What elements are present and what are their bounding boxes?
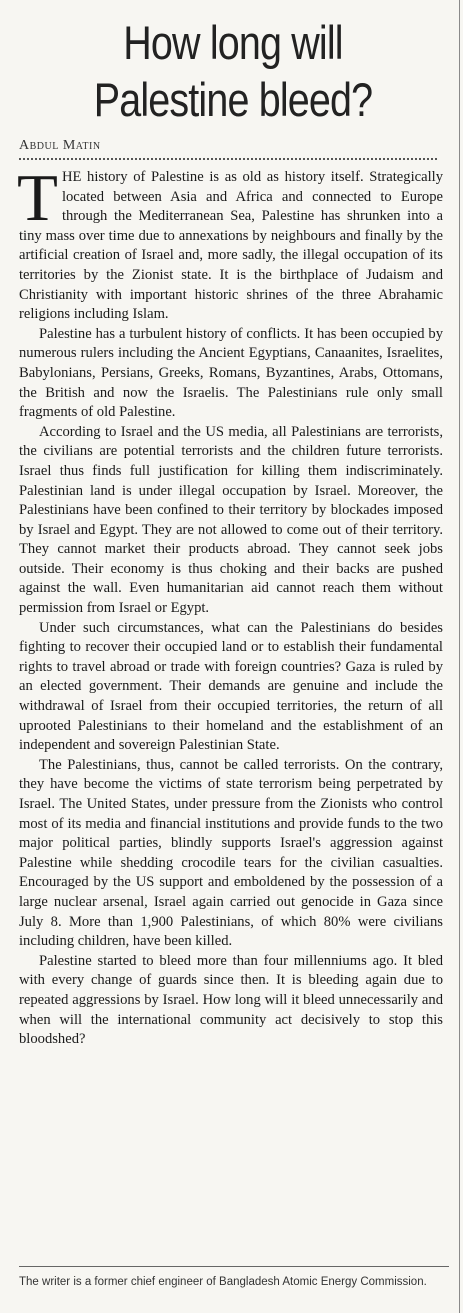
headline (52, 14, 413, 128)
column-border (459, 0, 460, 1313)
article-body (17, 161, 443, 1050)
paragraph-2: Palestine has a turbulent history of conflicts. It has been occupied by numerous rulers including the Ancient Egyptians, Canaanites, Israelites, Babylonians, Persians, Greeks, Romans, Byzantines, Arabs, Ottomans, the British and now the Israelis. The Palestinians rule only small fragments of old Palestine. (19, 325, 443, 421)
headline-line-1: How long will (123, 16, 343, 69)
headline-line-2: Palestine bleed? (93, 73, 373, 126)
paragraph-1-text: HE history of Palestine is as old as history itself. Strategically located between Asia and Africa and connected to Europe through the Mediterranean Sea, Palestine has shrunken into a tiny mass over time due to annexations by neighbours and finally by the artificial creation of Israel and, more sadly, the illegal occupation of its territories by the Zionist state. It is the birthplace of Judaism and Christianity with important historic shrines of the three Abrahamic religions including Islam. (19, 169, 443, 323)
byline: Abdul Matin (19, 138, 101, 153)
drop-cap: T (17, 161, 58, 235)
dotted-divider (19, 158, 437, 160)
paragraph-4: Under such circumstances, what can the Palestinians do besides fighting to recover their occupied land or to establish their fundamental rights to travel abroad or trade with foreign countries? Gaza is ruled by an elected government. Their demands are genuine and include the withdrawal of Israel from their occupied territories, the return of all uprooted Palestinians to their homeland and the establishment of an independent and sovereign Palestinian State. (19, 619, 443, 754)
author-note: The writer is a former chief engineer of Bangladesh Atomic Energy Commission. (19, 1276, 427, 1288)
paragraph-5: The Palestinians, thus, cannot be called terrorists. On the contrary, they have become the victims of state terrorism being perpetrated by Israel. The United States, under pressure from the Zionists who control most of its media and financial institutions and provide funds to the two major political parties, blindly supports Israel's aggression against Palestine while shedding crocodile tears for the civilian casualties. Encouraged by the US support and emboldened by the possession of a large nuclear arsenal, Israel again carried out genocide in Gaza since July 8. More than 1,900 Palestinians, of which 80% were civilians including children, have been killed. (19, 756, 443, 950)
paragraph-6: Palestine started to bleed more than four millenniums ago. It bled with every change of guards since then. It is bleeding again due to repeated aggressions by Israel. How long will it bleed unnecessarily and when will the international community act decisively to stop this bloodshed? (19, 952, 443, 1048)
footer-divider (19, 1266, 449, 1267)
paragraph-3: According to Israel and the US media, all Palestinians are terrorists, the civilians are potential terrorists and the children future terrorists. Israel thus finds full justification for killing them indiscriminately. Palestinian land is under illegal occupation by Israel. Moreover, the Palestinians have been confined to their territory by blockades imposed by Israel and Egypt. They are not allowed to come out of their territory. They cannot market their products abroad. They cannot seek jobs outside. Their economy is thus choking and their backs are pushed against the wall. Even humanitarian aid cannot reach them without permission from Israel or Egypt. (19, 423, 443, 617)
paragraph-1 (17, 161, 443, 325)
